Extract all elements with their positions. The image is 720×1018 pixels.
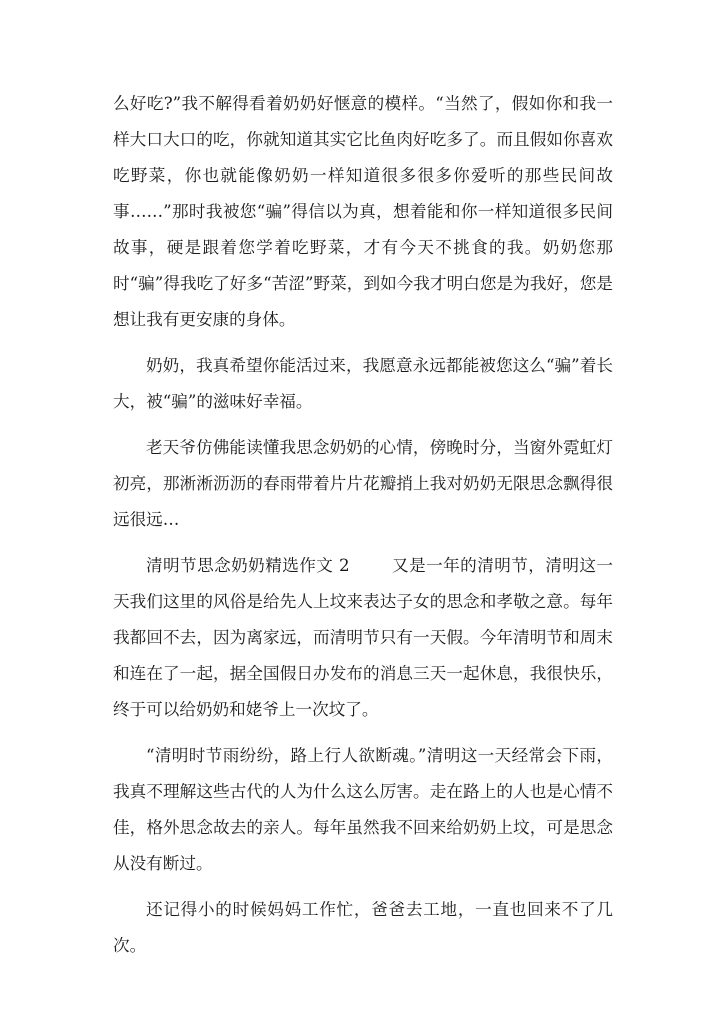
paragraph-4 [113,548,613,728]
paragraph-3: 老天爷仿佛能读懂我思念奶奶的心情，傍晚时分，当窗外霓虹灯初亮，那淅淅沥沥的春雨带着片片花瓣捎上我对奶奶无限思念飘得很远很远… [113,438,613,529]
document-body [113,86,613,974]
paragraph-5: “清明时节雨纷纷，路上行人欲断魂。”清明这一天经常会下雨，我真不理解这些古代的人为什么这么厉害。走在路上的人也是心情不佳，格外思念故去的亲人。每年虽然我不回来给奶奶上坟，可是思念从没有断过。 [113,746,613,873]
paragraph-1: 么好吃?”我不解得看着奶奶好惬意的模样。“当然了，假如你和我一样大口大口的吃，你就知道其实它比鱼肉好吃多了。而且假如你喜欢吃野菜，你也就能像奶奶一样知道很多很多你爱听的那些民间故事……”那时我被您“骗”得信以为真，想着能和你一样知道很多民间故事，硬是跟着您学着吃野菜，才有今天不挑食的我。奶奶您那时“骗”得我吃了好多“苦涩”野菜，到如今我才明白您是为我好，您是想让我有更安康的身体。 [113,94,613,329]
paragraph-4-text: 又是一年的清明节，清明这一天我们这里的风俗是给先人上坟来表达子女的思念和孝敬之意。每年我都回不去，因为离家远，而清明节只有一天假。今年清明节和周末和连在了一起，据全国假日办发布的消息三天一起休息，我很快乐，终于可以给奶奶和姥爷上一次坟了。 [113,556,613,719]
paragraph-2: 奶奶，我真希望你能活过来，我愿意永远都能被您这么“骗”着长大，被“骗”的滋味好幸福。 [113,356,613,411]
essay-heading: 清明节思念奶奶精选作文 2 [146,556,350,575]
paragraph-6: 还记得小的时候妈妈工作忙，爸爸去工地，一直也回来不了几次。 [113,900,613,955]
